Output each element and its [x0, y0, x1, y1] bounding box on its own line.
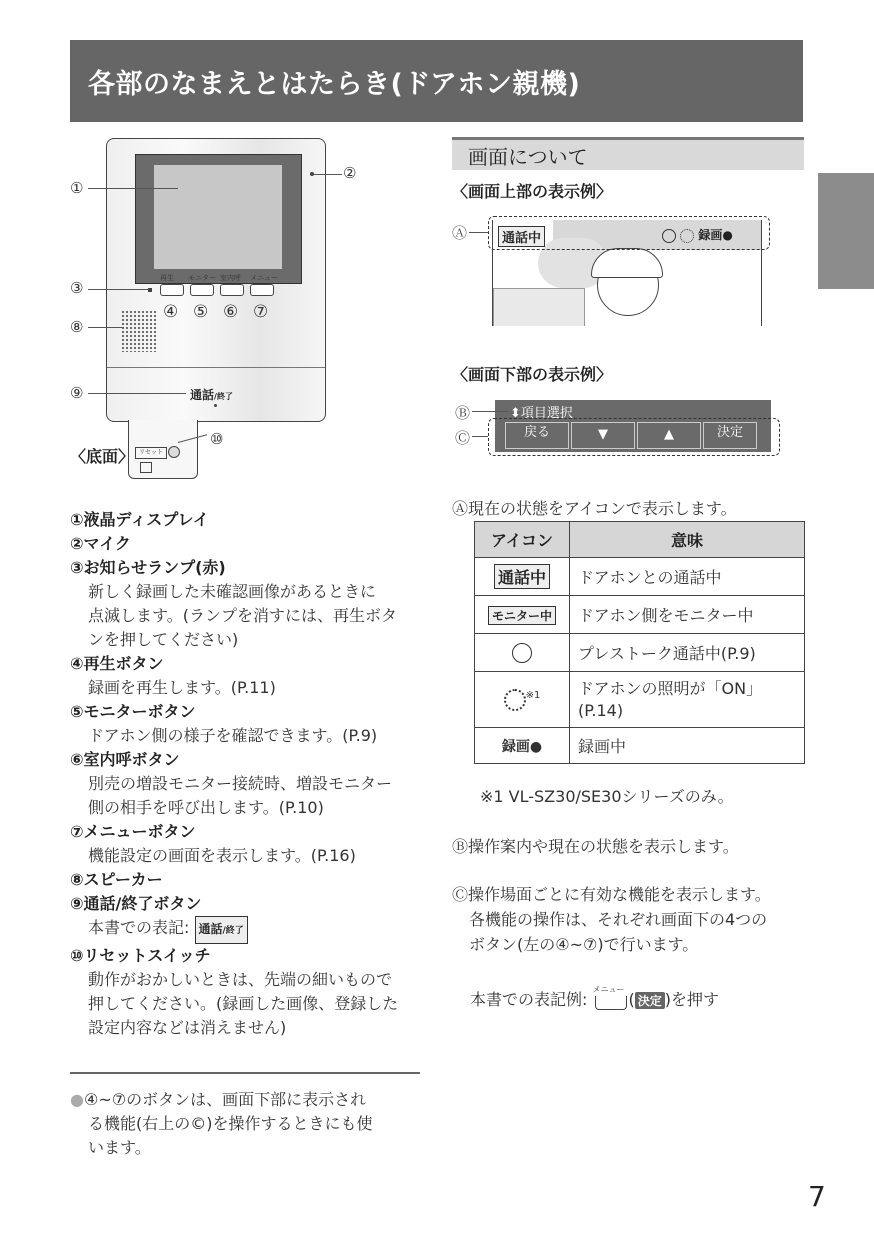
- desc-line: 新しく録画した未確認画像があるときに: [88, 582, 377, 601]
- part-name: ②マイク: [70, 534, 131, 553]
- intercom-button[interactable]: [220, 284, 244, 296]
- tag-sub: /終了: [222, 926, 244, 936]
- meaning-cell: 録画中: [570, 728, 805, 764]
- part-name: ①液晶ディスプレイ: [70, 510, 209, 529]
- example-prefix: 本書での表記例:: [470, 990, 588, 1009]
- part-name: ⑩リセットスイッチ: [70, 946, 211, 965]
- note-line: います。: [88, 1138, 151, 1157]
- callout-2: ②: [343, 164, 357, 182]
- desc-line: 押してください。(録画した画像、登録した: [88, 994, 399, 1013]
- meaning-line: (P.14): [578, 700, 624, 720]
- part-desc: [70, 968, 420, 1040]
- func-button-ok[interactable]: 決定: [703, 422, 757, 449]
- port-icon: [140, 462, 152, 473]
- reset-label: リセット: [135, 447, 167, 459]
- talking-icon: 通話中: [494, 564, 550, 589]
- table-row: [475, 728, 805, 764]
- btn-label-intercom: 室内呼: [220, 274, 241, 282]
- func-button-back[interactable]: 戻る: [505, 422, 569, 449]
- section-tab: [818, 173, 874, 289]
- record-icon: 録画●: [698, 228, 733, 242]
- meaning-line: ドアホンの照明が「ON」: [578, 678, 763, 698]
- callout-line-3: [88, 289, 148, 290]
- divider: [70, 1072, 420, 1074]
- header-meaning: 意味: [570, 522, 805, 558]
- callout-line-c: [472, 436, 488, 437]
- part-desc: [70, 580, 420, 652]
- speaker-grille: [121, 310, 157, 352]
- part-desc: [70, 916, 420, 944]
- meaning-cell: プレストーク通話中(P.9): [570, 634, 805, 672]
- desc-line: 点滅します。(ランプを消すには、再生ボタ: [88, 606, 397, 625]
- table-header-row: [475, 522, 805, 558]
- light-icon: [680, 229, 694, 243]
- call-button-suffix: /終了: [214, 392, 233, 401]
- b-description: Ⓑ操作案内や現在の状態を表示します。: [452, 837, 739, 856]
- icon-table: [474, 521, 805, 764]
- part-desc: [70, 772, 420, 820]
- note-line: ④~⑦のボタンは、画面下部に表示され: [83, 1090, 367, 1109]
- tag-main: 通話: [198, 922, 223, 936]
- btn-label-menu: メニュー: [250, 274, 278, 282]
- table-row: [475, 558, 805, 596]
- recording-icon: 録画●: [475, 728, 570, 764]
- call-end-button[interactable]: [190, 386, 233, 403]
- c-desc-line: 各機能の操作は、それぞれ画面下の4つの: [469, 910, 768, 929]
- callout-10: ⑩: [210, 430, 224, 448]
- c-desc-line: ボタン(左の④~⑦)で行います。: [469, 935, 699, 954]
- call-end-tag: [195, 916, 248, 944]
- lamp-icon: [148, 288, 152, 292]
- page-title: 各部のなまえとはたらき(ドアホン親機): [88, 69, 581, 100]
- callout-4: ④: [163, 302, 179, 322]
- panel-divider: [107, 367, 325, 368]
- function-area-frame: [488, 418, 780, 456]
- desc-line: 設定内容などは消えません): [88, 1018, 287, 1037]
- monitoring-icon: モニター中: [488, 606, 556, 625]
- menu-key-box: [595, 996, 627, 1010]
- page-number: 7: [808, 1180, 826, 1213]
- c-desc-line: Ⓒ操作場面ごとに有効な機能を表示します。: [452, 885, 771, 904]
- table-footnote: ※1 VL-SZ30/SE30シリーズのみ。: [480, 787, 734, 806]
- part-desc: 録画を再生します。(P.11): [88, 678, 276, 697]
- part-name: ⑦メニューボタン: [70, 822, 196, 841]
- part-name: ④再生ボタン: [70, 654, 164, 673]
- meaning-cell: ドアホンとの通話中: [570, 558, 805, 596]
- call-dot-icon: [214, 404, 217, 407]
- callout-line-8: [88, 327, 124, 328]
- btn-label-play: 再生: [160, 274, 174, 282]
- desc-line: 動作がおかしいときは、先端の細いもので: [88, 970, 393, 989]
- call-button-label: 通話: [190, 388, 215, 402]
- callout-9: ⑨: [70, 384, 84, 402]
- play-button[interactable]: [160, 284, 184, 296]
- reset-switch[interactable]: [168, 446, 180, 458]
- desc-line: 別売の増設モニター接続時、増設モニター: [88, 774, 393, 793]
- func-button-up[interactable]: ▲: [637, 422, 701, 449]
- bottom-example-heading: 〈画面下部の表示例〉: [452, 365, 613, 384]
- callout-6: ⑥: [223, 302, 239, 322]
- part-name: ⑨通話/終了ボタン: [70, 894, 202, 913]
- section-title: 画面について: [468, 145, 588, 169]
- part-name: ③お知らせランプ(赤): [70, 558, 226, 577]
- bullet-icon: ●: [70, 1090, 84, 1109]
- ok-key: 決定: [635, 992, 665, 1009]
- note-line: る機能(右上の©)を操作するときにも使: [88, 1114, 373, 1133]
- callout-7: ⑦: [253, 302, 269, 322]
- func-button-down[interactable]: ▼: [571, 422, 635, 449]
- person-cap: [591, 248, 663, 278]
- part-name: ⑧スピーカー: [70, 870, 163, 889]
- meaning-cell: [570, 672, 805, 728]
- c-description: [452, 882, 771, 957]
- callout-3: ③: [70, 279, 84, 297]
- callout-5: ⑤: [193, 302, 209, 322]
- callout-line-2: [314, 174, 342, 175]
- btn-label-monitor: モニター: [188, 274, 216, 282]
- gate-shape: [493, 288, 585, 326]
- part-name: ⑥室内呼ボタン: [70, 750, 180, 769]
- header-icon: アイコン: [475, 522, 570, 558]
- press-talk-icon: [512, 643, 532, 663]
- desc-line: 本書での表記:: [88, 918, 190, 937]
- table-row: [475, 672, 805, 728]
- table-row: [475, 596, 805, 634]
- top-example-heading: 〈画面上部の表示例〉: [452, 182, 613, 201]
- updown-icon: ⬍: [510, 406, 521, 421]
- light-on-icon: [504, 689, 526, 711]
- callout-8: ⑧: [70, 318, 84, 336]
- desc-line: 側の相手を呼び出します。(P.10): [88, 798, 324, 817]
- meaning-cell: ドアホン側をモニター中: [570, 596, 805, 634]
- part-desc: 機能設定の画面を表示します。(P.16): [88, 846, 356, 865]
- footnote-mark: ※1: [525, 689, 541, 701]
- table-row: [475, 634, 805, 672]
- status-indicator: 通話中: [498, 226, 545, 247]
- callout-line-b: [472, 411, 508, 412]
- callout-1: ①: [70, 179, 84, 197]
- callout-line-a: [469, 232, 488, 233]
- guide-label: 項目選択: [520, 406, 573, 421]
- a-description: Ⓐ現在の状態をアイコンで表示します。: [452, 499, 737, 518]
- bottom-view-label: 〈底面〉: [70, 447, 135, 466]
- part-desc: ドアホン側の様子を確認できます。(P.9): [88, 726, 378, 745]
- label-c: Ⓒ: [455, 429, 471, 447]
- bullet-note: [70, 1088, 420, 1160]
- status-icons: [662, 226, 733, 243]
- lcd-display: [154, 165, 282, 269]
- notation-example: 本書での表記例: メニュー ( 決定 )を押す: [470, 987, 719, 1012]
- monitor-button[interactable]: [190, 284, 214, 296]
- label-a: Ⓐ: [452, 224, 468, 242]
- label-b: Ⓑ: [455, 404, 471, 422]
- menu-key-label: メニュー: [592, 984, 625, 994]
- part-name: ⑤モニターボタン: [70, 702, 196, 721]
- callout-line-1: [88, 188, 178, 189]
- desc-line: ンを押してください): [88, 630, 239, 649]
- talk-icon: [662, 229, 676, 243]
- menu-button[interactable]: [250, 284, 274, 296]
- example-suffix: を押す: [671, 990, 720, 1009]
- parts-list: [70, 508, 420, 1040]
- menu-key: [592, 984, 629, 1012]
- callout-line-9: [88, 393, 186, 394]
